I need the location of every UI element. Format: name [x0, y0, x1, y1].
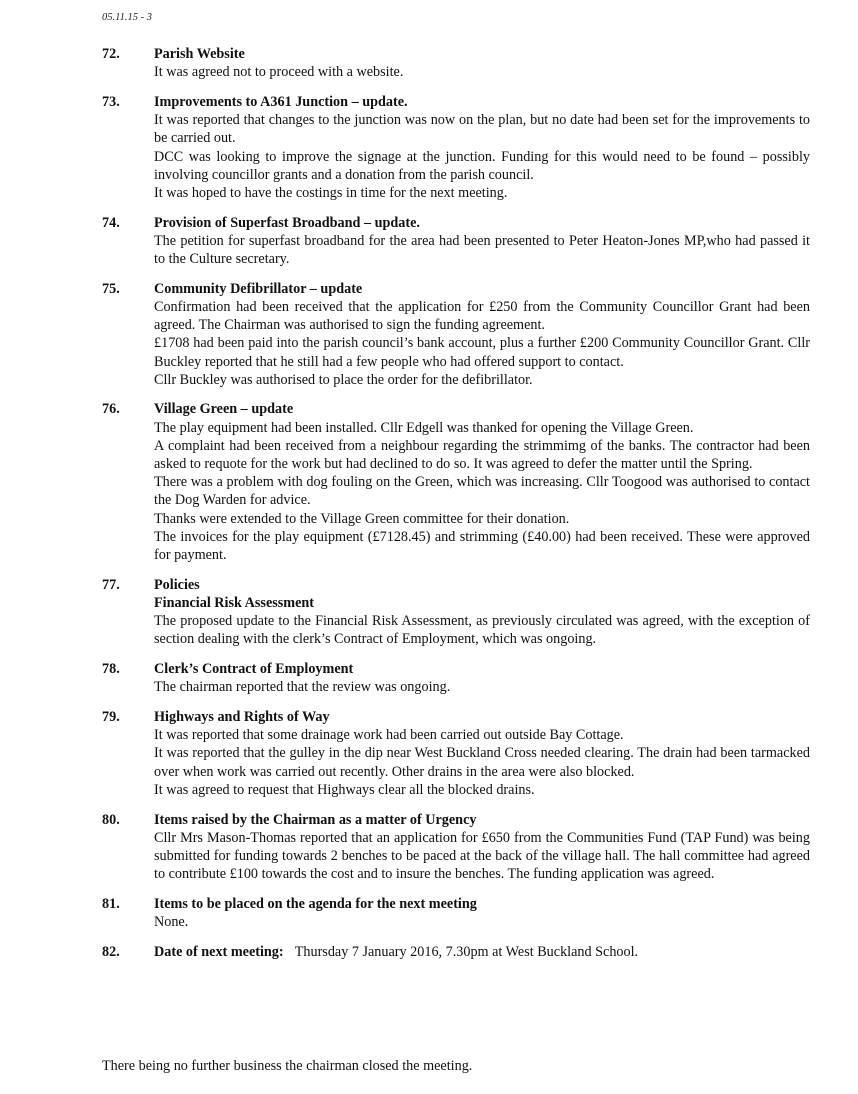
item-paragraph: There was a problem with dog fouling on the Green, which was increasing. Cllr Toogood was authorised to contact the Dog Warden for advice. [154, 474, 810, 509]
item-paragraph: Cllr Mrs Mason-Thomas reported that an application for £650 from the Communities Fund (TAP Fund) was being submitted for funding towards 2 benches to be paced at the back of the village hall. The hall committee had agreed to contribute £100 towards the cost and to insure the benches. The funding application was agreed. [154, 829, 810, 883]
next-meeting-text: Thursday 7 January 2016, 7.30pm at West Buckland School. [294, 943, 639, 960]
minute-item-79 [102, 708, 810, 799]
item-number: 82. [102, 943, 120, 960]
minute-item-72 [102, 45, 810, 81]
next-meeting-details [288, 944, 638, 960]
item-title: Improvements to A361 Junction – update. [154, 93, 408, 110]
item-number: 76. [102, 401, 120, 418]
closing-statement: There being no further business the chairman closed the meeting. [102, 1058, 473, 1074]
item-paragraph: It was agreed not to proceed with a website. [154, 64, 404, 81]
item-title: Parish Website [154, 46, 245, 62]
page-reference: 05.11.15 - 3 [102, 12, 152, 23]
item-title: Community Defibrillator – update [154, 280, 363, 297]
item-title: Provision of Superfast Broadband – update. [154, 214, 420, 231]
item-paragraph: The invoices for the play equipment (£7128.45) and strimming (£40.00) had been received. These were approved for payment. [154, 528, 810, 564]
minute-item-82 [102, 943, 810, 961]
item-paragraph: £1708 had been paid into the parish council’s bank account, plus a further £200 Community Councillor Grant. Cllr Buckley reported that he still had a few people who had offered support to contact. [154, 335, 810, 370]
item-paragraph: Confirmation had been received that the application for £250 from the Community Councillor Grant had been agreed. The Chairman was authorised to sign the funding agreement. [154, 298, 810, 334]
item-paragraph: Thanks were extended to the Village Green committee for their donation. [154, 510, 570, 527]
item-number: 79. [102, 709, 120, 725]
item-paragraph: The play equipment had been installed. Cllr Edgell was thanked for opening the Village Green. [154, 419, 694, 436]
item-title: Items to be placed on the agenda for the next meeting [154, 895, 477, 912]
item-paragraph: It was reported that changes to the junction was now on the plan, but no date had been set for the improvements to be carried out. [154, 112, 810, 147]
item-paragraph: DCC was looking to improve the signage at the junction. Funding for this would need to be found – possibly involving councillor grants and a donation from the parish council. [154, 148, 810, 183]
minute-item-73 [102, 93, 810, 202]
item-paragraph: It was reported that some drainage work had been carried out outside Bay Cottage. [154, 727, 624, 744]
minute-item-76 [102, 400, 810, 564]
minutes-body [102, 45, 810, 972]
item-paragraph: A complaint had been received from a neighbour regarding the strimmimg of the banks. The contractor had been asked to requote for the work but had declined to do so. It was agreed to defer the matter until the Spring. [154, 437, 810, 473]
item-paragraph: It was agreed to request that Highways clear all the blocked drains. [154, 781, 535, 798]
item-title: Date of next meeting: [154, 943, 284, 960]
item-number: 75. [102, 280, 120, 297]
item-title: Highways and Rights of Way [154, 709, 330, 725]
item-number: 73. [102, 93, 120, 110]
item-number: 80. [102, 811, 120, 828]
item-subtitle: Financial Risk Assessment [154, 594, 315, 611]
item-paragraph: Cllr Buckley was authorised to place the order for the defibrillator. [154, 371, 533, 388]
item-title: Policies [154, 576, 200, 593]
minute-item-81 [102, 895, 810, 931]
item-number: 77. [102, 576, 120, 593]
item-paragraph: It was hoped to have the costings in time for the next meeting. [154, 184, 508, 201]
minute-item-77 [102, 576, 810, 649]
minute-item-75 [102, 280, 810, 389]
item-number: 78. [102, 661, 120, 678]
item-title: Village Green – update [154, 401, 294, 418]
item-paragraph: None. [154, 914, 189, 931]
item-paragraph: It was reported that the gulley in the dip near West Buckland Cross needed clearing. The drain had been tarmacked over when work was carried out recently. Other drains in the area were also blocked. [154, 745, 810, 780]
item-number: 81. [102, 895, 120, 912]
item-number: 74. [102, 214, 120, 231]
item-paragraph: The chairman reported that the review was ongoing. [154, 679, 451, 696]
item-paragraph: The proposed update to the Financial Risk Assessment, as previously circulated was agreed, with the exception of section dealing with the clerk’s Contract of Employment, which was ongoing. [154, 613, 810, 648]
item-title: Items raised by the Chairman as a matter of Urgency [154, 811, 477, 828]
minute-item-78 [102, 660, 810, 696]
item-title: Clerk’s Contract of Employment [154, 661, 354, 678]
minute-item-74 [102, 214, 810, 269]
item-number: 72. [102, 46, 120, 62]
item-paragraph: The petition for superfast broadband for the area had been presented to Peter Heaton-Jones MP,who had passed it to the Culture secretary. [154, 232, 810, 268]
minute-item-80 [102, 811, 810, 884]
